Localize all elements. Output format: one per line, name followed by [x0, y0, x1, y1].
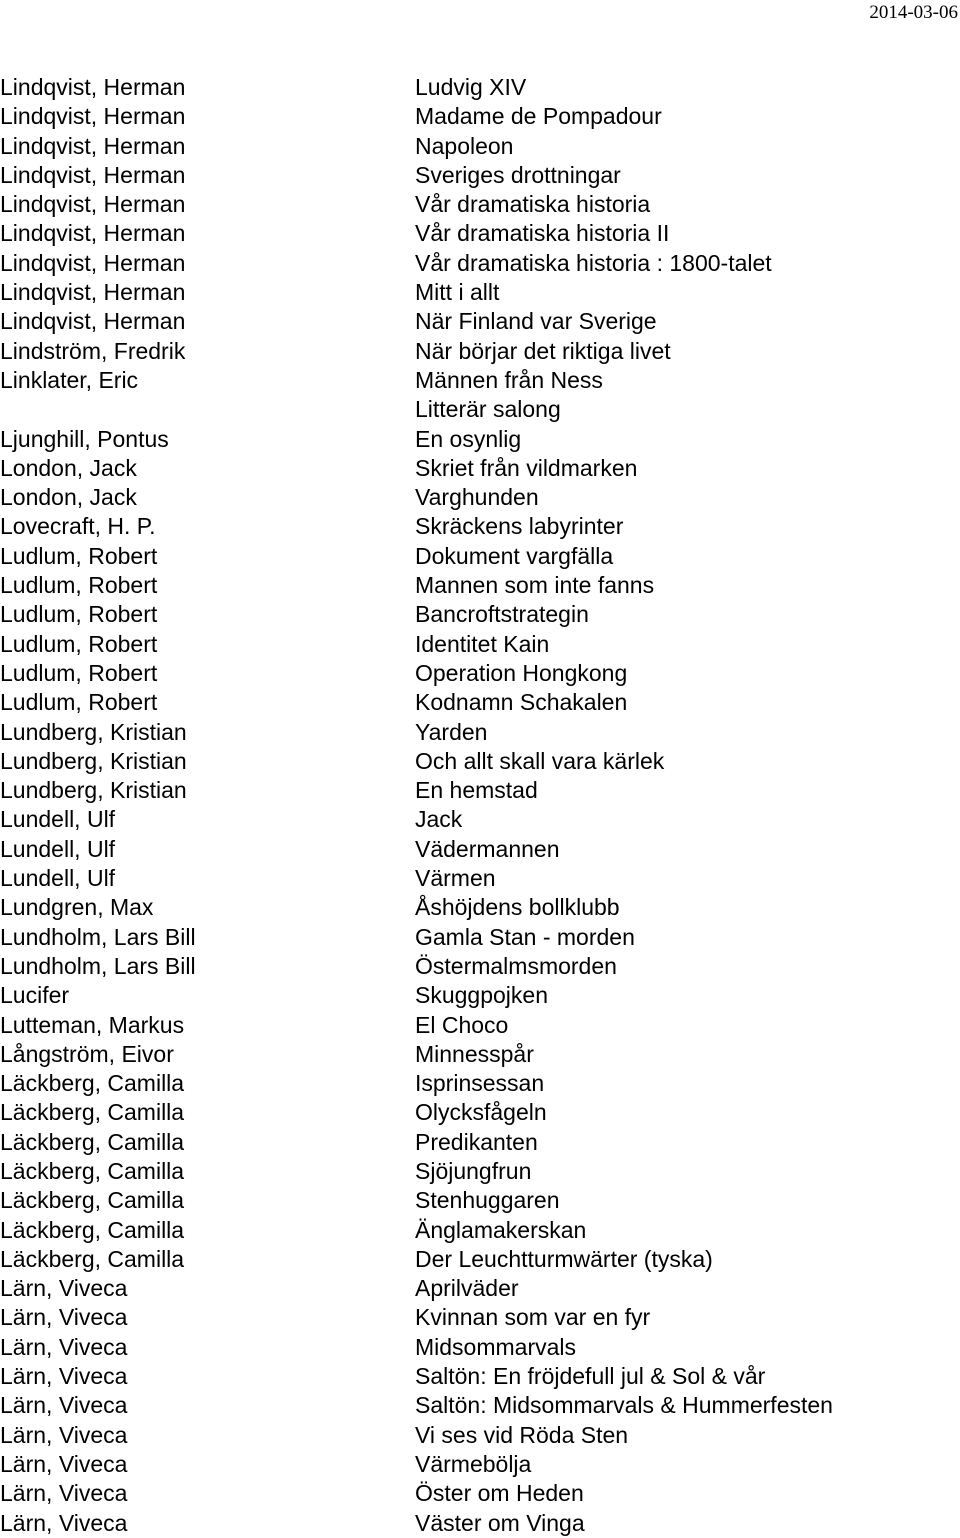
list-item — [0, 73, 960, 102]
author-name: Lärn, Viveca — [0, 1333, 128, 1360]
book-title: Vi ses vid Röda Sten — [415, 1421, 629, 1448]
author-name: Läckberg, Camilla — [0, 1128, 185, 1155]
book-title: Aprilväder — [415, 1275, 519, 1302]
book-title: Skriet från vildmarken — [415, 454, 638, 481]
author-name: Lutteman, Markus — [0, 1011, 185, 1038]
book-title: Litterär salong — [415, 396, 561, 423]
author-name: Läckberg, Camilla — [0, 1099, 185, 1126]
list-item — [0, 1450, 960, 1479]
book-title: Värmebölja — [415, 1450, 532, 1477]
book-title: Isprinsessan — [415, 1070, 545, 1097]
list-item — [0, 454, 960, 483]
book-title: Värmen — [415, 865, 496, 892]
list-item — [0, 776, 960, 805]
author-name: London, Jack — [0, 454, 137, 481]
book-title: Napoleon — [415, 132, 514, 159]
book-title: Skräckens labyrinter — [415, 513, 624, 540]
book-title: Stenhuggaren — [415, 1187, 560, 1214]
list-item — [0, 542, 960, 571]
author-name: Lundberg, Kristian — [0, 718, 187, 745]
list-item — [0, 1362, 960, 1391]
book-title: Saltön: En fröjdefull jul & Sol & vår — [415, 1363, 766, 1390]
author-name: Lärn, Viveca — [0, 1450, 128, 1477]
list-item — [0, 161, 960, 190]
list-item — [0, 688, 960, 717]
author-name: Lundgren, Max — [0, 894, 154, 921]
list-item — [0, 132, 960, 161]
author-name: Lovecraft, H. P. — [0, 513, 156, 540]
author-name: Lindström, Fredrik — [0, 337, 186, 364]
author-name: Lärn, Viveca — [0, 1304, 128, 1331]
book-title: Kvinnan som var en fyr — [415, 1304, 651, 1331]
author-name: Lucifer — [0, 982, 70, 1009]
book-title: Bancroftstrategin — [415, 601, 589, 628]
author-name: Lindqvist, Herman — [0, 161, 186, 188]
book-title: Änglamakerskan — [415, 1216, 587, 1243]
book-title: Vår dramatiska historia II — [415, 220, 670, 247]
author-name: Ludlum, Robert — [0, 601, 158, 628]
author-name: Lundberg, Kristian — [0, 747, 187, 774]
list-item — [0, 1040, 960, 1069]
book-title: Vädermannen — [415, 835, 560, 862]
book-title: Minnesspår — [415, 1040, 534, 1067]
author-name: Lindqvist, Herman — [0, 103, 186, 130]
author-name: Lundholm, Lars Bill — [0, 923, 196, 950]
list-item — [0, 1479, 960, 1508]
author-name: Ljunghill, Pontus — [0, 425, 169, 452]
book-title: Dokument vargfälla — [415, 542, 614, 569]
book-title: Vår dramatiska historia : 1800-talet — [415, 249, 772, 276]
book-title: Skuggpojken — [415, 982, 548, 1009]
author-name: Lundell, Ulf — [0, 865, 116, 892]
author-name: Lindqvist, Herman — [0, 220, 186, 247]
list-item — [0, 483, 960, 512]
list-item — [0, 337, 960, 366]
list-item — [0, 600, 960, 629]
book-title: Midsommarvals — [415, 1333, 577, 1360]
list-item — [0, 307, 960, 336]
author-name: London, Jack — [0, 484, 137, 511]
list-item — [0, 249, 960, 278]
author-name: Lindqvist, Herman — [0, 191, 186, 218]
book-title: Öster om Heden — [415, 1480, 584, 1507]
list-item — [0, 366, 960, 395]
list-item — [0, 278, 960, 307]
author-name: Lärn, Viveca — [0, 1363, 128, 1390]
book-list — [0, 73, 960, 1538]
list-item — [0, 981, 960, 1010]
author-name: Ludlum, Robert — [0, 630, 158, 657]
author-name: Ludlum, Robert — [0, 659, 158, 686]
author-name: Lärn, Viveca — [0, 1480, 128, 1507]
author-name: Ludlum, Robert — [0, 542, 158, 569]
book-title: Madame de Pompadour — [415, 103, 662, 130]
author-name: Lindqvist, Herman — [0, 279, 186, 306]
list-item — [0, 1186, 960, 1215]
book-title: Der Leuchtturmwärter (tyska) — [415, 1245, 713, 1272]
author-name: Lärn, Viveca — [0, 1421, 128, 1448]
book-title: När Finland var Sverige — [415, 308, 657, 335]
list-item — [0, 1011, 960, 1040]
list-item — [0, 805, 960, 834]
author-name: Ludlum, Robert — [0, 572, 158, 599]
book-title: Männen från Ness — [415, 366, 603, 393]
book-title: Sjöjungfrun — [415, 1157, 532, 1184]
book-title: Olycksfågeln — [415, 1099, 547, 1126]
book-title: Jack — [415, 806, 463, 833]
list-item — [0, 1333, 960, 1362]
list-item — [0, 102, 960, 131]
book-title: Väster om Vinga — [415, 1509, 585, 1536]
list-item — [0, 395, 960, 424]
author-name: Läckberg, Camilla — [0, 1245, 185, 1272]
author-name: Linklater, Eric — [0, 366, 139, 393]
list-item — [0, 630, 960, 659]
author-name: Lundell, Ulf — [0, 835, 116, 862]
list-item — [0, 1509, 960, 1538]
list-item — [0, 1274, 960, 1303]
list-item — [0, 1069, 960, 1098]
author-name: Lundell, Ulf — [0, 806, 116, 833]
page-date: 2014-03-06 — [869, 2, 958, 23]
author-name: Läckberg, Camilla — [0, 1157, 185, 1184]
book-title: Identitet Kain — [415, 630, 550, 657]
author-name: Lundholm, Lars Bill — [0, 952, 196, 979]
book-title: Ludvig XIV — [415, 74, 527, 100]
author-name: Lundberg, Kristian — [0, 777, 187, 804]
list-item — [0, 425, 960, 454]
author-name: Långström, Eivor — [0, 1040, 174, 1067]
list-item — [0, 1303, 960, 1332]
author-name: Lindqvist, Herman — [0, 132, 186, 159]
list-item — [0, 864, 960, 893]
book-title: En hemstad — [415, 777, 538, 804]
book-title: En osynlig — [415, 425, 522, 452]
list-item — [0, 190, 960, 219]
list-item — [0, 835, 960, 864]
book-title: När börjar det riktiga livet — [415, 337, 671, 364]
book-title: Operation Hongkong — [415, 659, 628, 686]
list-item — [0, 1128, 960, 1157]
book-title: Mitt i allt — [415, 279, 500, 306]
book-title: Vår dramatiska historia — [415, 191, 651, 218]
list-item — [0, 512, 960, 541]
book-title: Saltön: Midsommarvals & Hummerfesten — [415, 1392, 833, 1419]
list-item — [0, 219, 960, 248]
list-item — [0, 659, 960, 688]
book-title: Kodnamn Schakalen — [415, 689, 628, 716]
author-name: Ludlum, Robert — [0, 689, 158, 716]
book-title: Gamla Stan - morden — [415, 923, 635, 950]
book-title: Mannen som inte fanns — [415, 572, 655, 599]
list-item — [0, 1098, 960, 1127]
book-title: Östermalmsmorden — [415, 952, 617, 979]
list-item — [0, 747, 960, 776]
list-item — [0, 571, 960, 600]
book-title: Åshöjdens bollklubb — [415, 894, 620, 921]
author-name: Lindqvist, Herman — [0, 249, 186, 276]
book-title: Predikanten — [415, 1128, 538, 1155]
author-name: Lärn, Viveca — [0, 1392, 128, 1419]
book-title: Och allt skall vara kärlek — [415, 747, 665, 774]
list-item — [0, 952, 960, 981]
author-name: Lärn, Viveca — [0, 1275, 128, 1302]
book-title: Yarden — [415, 718, 488, 745]
book-title: El Choco — [415, 1011, 509, 1038]
list-item — [0, 1216, 960, 1245]
book-title: Varghunden — [415, 484, 539, 511]
list-item — [0, 1245, 960, 1274]
author-name: Lindqvist, Herman — [0, 308, 186, 335]
author-name: Läckberg, Camilla — [0, 1070, 185, 1097]
list-item — [0, 923, 960, 952]
author-name: Läckberg, Camilla — [0, 1216, 185, 1243]
list-item — [0, 1421, 960, 1450]
author-name: Lindqvist, Herman — [0, 74, 186, 100]
list-item — [0, 1391, 960, 1420]
author-name: Lärn, Viveca — [0, 1509, 128, 1536]
author-name: Läckberg, Camilla — [0, 1187, 185, 1214]
list-item — [0, 893, 960, 922]
book-title: Sveriges drottningar — [415, 161, 621, 188]
list-item — [0, 718, 960, 747]
list-item — [0, 1157, 960, 1186]
